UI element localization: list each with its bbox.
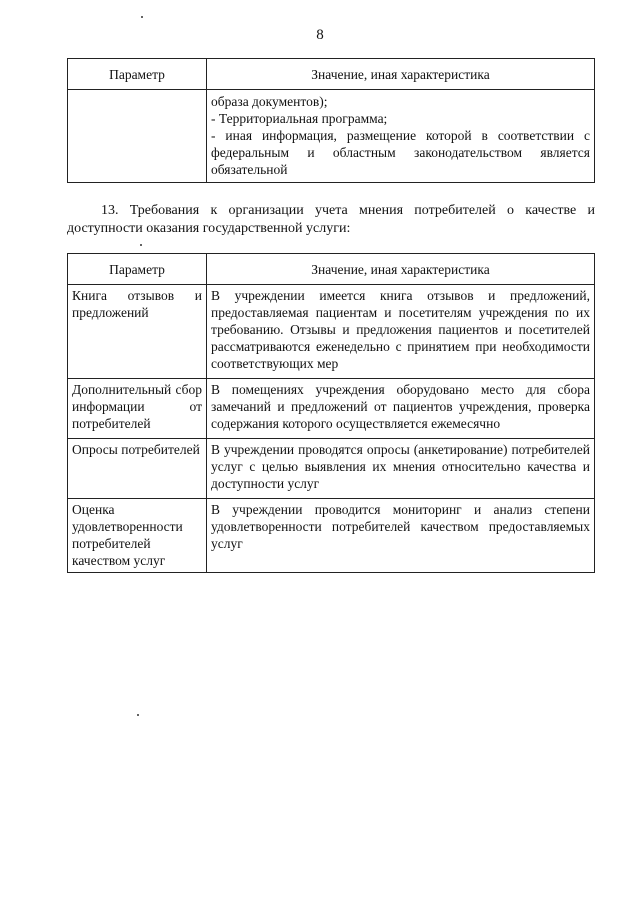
- table-header-row: [68, 59, 595, 90]
- header-parameter: Параметр: [68, 59, 207, 90]
- value-cell: В помещениях учреждения оборудовано место для сбора замечаний и предложений от пациентов учреждения, проверка содержания которого осуществляется ежемесячно: [207, 379, 595, 439]
- value-line: - Территориальная программа;: [211, 111, 388, 126]
- parameters-table-continued: [67, 58, 595, 183]
- table-row: [68, 439, 595, 499]
- value-cell: [207, 90, 595, 183]
- feedback-requirements-table: [67, 253, 595, 573]
- value-line: - иная информация, размещение которой в соответствии с федеральным и областным законодательством является обязательной: [211, 128, 590, 177]
- param-cell: Опросы потребителей: [68, 439, 207, 499]
- param-cell: Оценка удовлетворенности потребителей качеством услуг: [68, 499, 207, 573]
- scan-speck: [137, 714, 139, 716]
- table-row: [68, 499, 595, 573]
- value-cell: В учреждении проводятся опросы (анкетирование) потребителей услуг с целью выявления их мнения относительно качества и доступности услуг: [207, 439, 595, 499]
- header-parameter: Параметр: [68, 254, 207, 285]
- header-value: Значение, иная характеристика: [207, 59, 595, 90]
- scan-speck: [141, 16, 143, 18]
- scan-speck: [140, 244, 142, 246]
- value-cell: В учреждении имеется книга отзывов и предложений, предоставляемая пациентам и посетителям учреждения по их требованию. Отзывы и предложения пациентов и посетителей рассматриваются еженедельно с принятием при необходимости соответствующих мер: [207, 285, 595, 379]
- section-13-paragraph: [67, 202, 595, 238]
- section-13-text: 13. Требования к организации учета мнения потребителей о качестве и доступности оказания государственной услуги:: [67, 203, 595, 236]
- header-value: Значение, иная характеристика: [207, 254, 595, 285]
- param-cell: Дополнительный сбор информации от потребителей: [68, 379, 207, 439]
- param-cell-empty: [68, 90, 207, 183]
- table-header-row: [68, 254, 595, 285]
- value-line: образа документов);: [211, 94, 328, 109]
- page-number: 8: [316, 27, 324, 43]
- value-cell: В учреждении проводится мониторинг и анализ степени удовлетворенности потребителей качеством предоставляемых услуг: [207, 499, 595, 573]
- param-cell: Книга отзывов и предложений: [68, 285, 207, 379]
- table-row: [68, 90, 595, 183]
- table-row: [68, 379, 595, 439]
- table-row: [68, 285, 595, 379]
